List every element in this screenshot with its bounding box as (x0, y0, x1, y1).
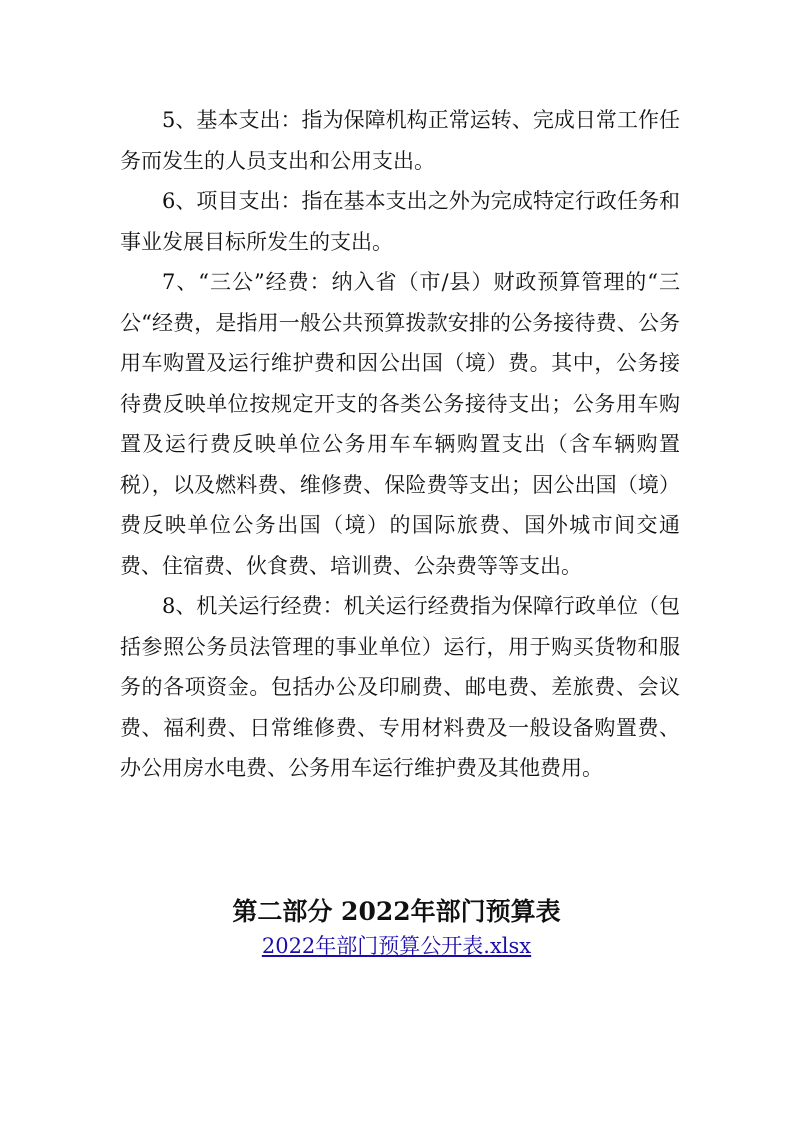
section-title: 第二部分 2022年部门预算表 (232, 897, 561, 926)
paragraph-three-public-expenses: 7、“三公”经费：纳入省（市/县）财政预算管理的“三公“经费，是指用一般公共预算拨款安排的公务接待费、公务用车购置及运行维护费和因公出国（境）费。其中，公务接待费反映单位按规定开支的各类公务接待支出；公务用车购置及运行费反映单位公务用车车辆购置支出（含车辆购置税），以及燃料费、维修费、保险费等支出；因公出国（境）费反映单位公务出国（境）的国际旅费、国外城市间交通费、住宿费、伙食费、培训费、公杂费等等支出。 (120, 270, 680, 578)
paragraph-agency-operating-expenses: 8、机关运行经费：机关运行经费指为保障行政单位（包括参照公务员法管理的事业单位）运行，用于购买货物和服务的各项资金。包括办公及印刷费、邮电费、差旅费、会议费、福利费、日常维修费、专用材料费及一般设备购置费、办公用房水电费、公务用车运行维护费及其他费用。 (120, 594, 680, 780)
paragraph-basic-expenditure: 5、基本支出：指为保障机构正常运转、完成日常工作任务而发生的人员支出和公用支出。 (120, 108, 680, 173)
attachment-link[interactable]: 2022年部门预算公开表.xlsx (261, 934, 532, 958)
paragraph-project-expenditure: 6、项目支出：指在基本支出之外为完成特定行政任务和事业发展目标所发生的支出。 (120, 189, 680, 254)
document-body (120, 100, 680, 789)
attachment-link-container (0, 928, 793, 964)
